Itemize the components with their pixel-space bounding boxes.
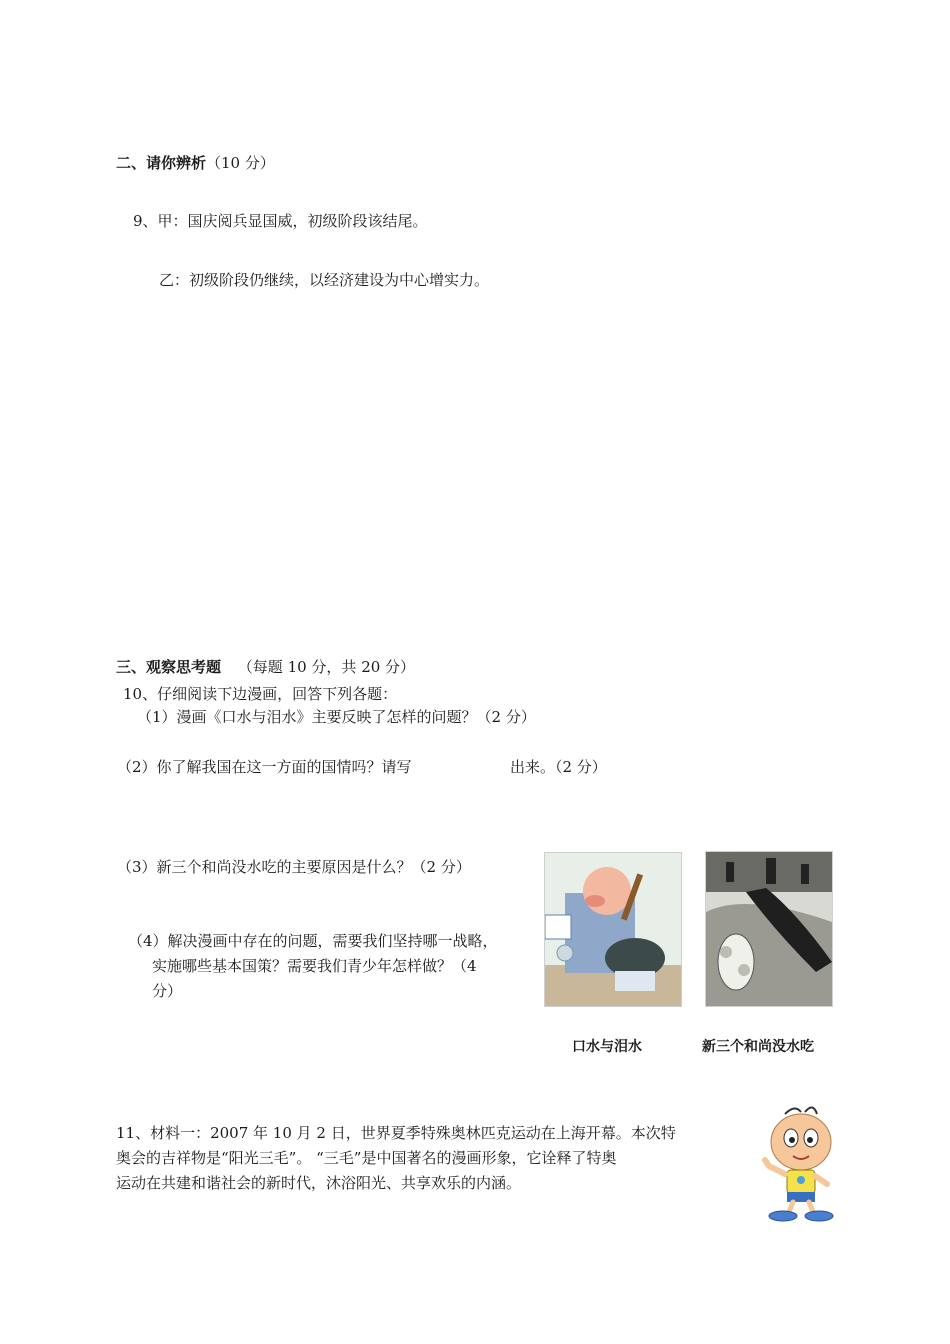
q11-line2: 奥会的吉祥物是“阳光三毛”。 “三毛”是中国著名的漫画形象，它诠释了特奥 bbox=[116, 1149, 617, 1167]
cartoon-three-monks-drawing bbox=[706, 852, 832, 1006]
section2-heading bbox=[116, 153, 275, 173]
sanmao-mascot-image bbox=[755, 1104, 845, 1222]
q10-part4c: 分） bbox=[152, 982, 183, 1000]
caption-saliva-and-tears: 口水与泪水 bbox=[572, 1039, 642, 1055]
section3-score: （每题 10 分，共 20 分） bbox=[237, 658, 416, 676]
q10-part2b: 出来。（2 分） bbox=[510, 758, 607, 776]
q9-line-a: 9、甲：国庆阅兵显国威，初级阶段该结尾。 bbox=[133, 212, 428, 230]
cartoon-saliva-and-tears bbox=[544, 852, 682, 1007]
cartoon-three-monks bbox=[705, 851, 833, 1007]
section3-title: 三、观察思考题 bbox=[116, 658, 222, 676]
q9-line-b: 乙：初级阶段仍继续，以经济建设为中心增实力。 bbox=[159, 271, 490, 289]
section2-title: 二、请你辨析 bbox=[116, 154, 207, 172]
q11-line3: 运动在共建和谐社会的新时代，沐浴阳光、共享欢乐的内涵。 bbox=[116, 1174, 522, 1192]
q10-part4a: （4）解决漫画中存在的问题，需要我们坚持哪一战略， bbox=[128, 932, 498, 950]
q11-line1: 11、材料一：2007 年 10 月 2 日，世界夏季特殊奥林匹克运动在上海开幕。本次特 bbox=[116, 1124, 676, 1142]
sanmao-mascot-drawing bbox=[755, 1104, 845, 1222]
q10-part4b: 实施哪些基本国策？需要我们青少年怎样做？（4 bbox=[152, 957, 477, 975]
q10-part2a: （2）你了解我国在这一方面的国情吗？请写 bbox=[117, 758, 412, 776]
q10-intro: 10、仔细阅读下边漫画，回答下列各题： bbox=[123, 685, 398, 703]
section3-heading bbox=[116, 657, 415, 677]
cartoon-saliva-and-tears-drawing bbox=[545, 853, 681, 1006]
q10-part1: （1）漫画《口水与泪水》主要反映了怎样的问题？（2 分） bbox=[137, 708, 536, 726]
q10-part3: （3）新三个和尚没水吃的主要原因是什么？（2 分） bbox=[117, 858, 471, 876]
caption-three-monks: 新三个和尚没水吃 bbox=[702, 1039, 814, 1055]
section2-score: （10 分） bbox=[206, 154, 275, 172]
